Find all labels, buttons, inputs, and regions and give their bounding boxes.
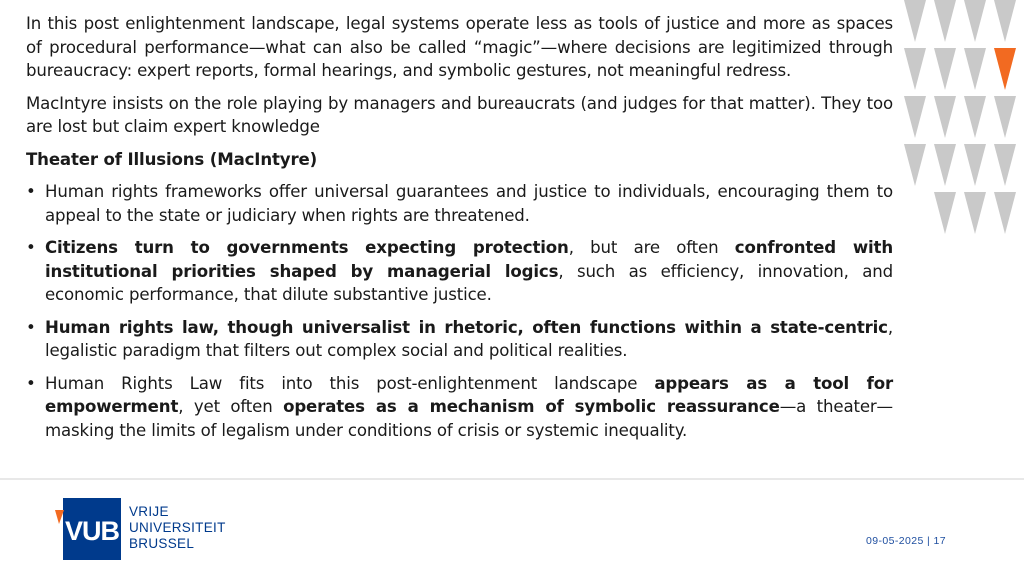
decorative-triangle xyxy=(994,144,1016,186)
decorative-triangle xyxy=(934,48,956,90)
bullet-text-segment: , but are often xyxy=(568,238,735,257)
decorative-triangle xyxy=(964,0,986,42)
decorative-triangle xyxy=(934,144,956,186)
bullet-marker: • xyxy=(26,182,36,201)
emphasis-text: confronted with institutional priorities shaped by managerial logics xyxy=(45,238,893,281)
bullet-text xyxy=(45,182,893,225)
page-number: 17 xyxy=(933,535,946,547)
emphasis-text: Human rights law, though universalist in rhetoric, often functions within a state-centric xyxy=(45,317,888,337)
bullet-item xyxy=(26,180,893,227)
section-heading: Theater of Illusions (MacIntyre) xyxy=(26,149,318,169)
logo-orange-accent xyxy=(55,510,64,524)
paragraph-intro: In this post enlightenment landscape, legal systems operate less as tools of justice and more as spaces of procedural performance—what can also be called “magic”—where decisions are legitimized through bureaucracy: expert reports, formal hearings, and symbolic gestures, not meaningful redress. xyxy=(26,14,893,80)
footer-divider xyxy=(0,478,1024,480)
decorative-triangle xyxy=(964,96,986,138)
bullet-text-segment: , yet often xyxy=(178,397,284,416)
bullet-item xyxy=(26,372,893,443)
university-logo xyxy=(55,498,235,560)
decorative-triangle xyxy=(964,48,986,90)
emphasis-text: Citizens turn to governments expecting protection xyxy=(45,238,569,257)
decorative-triangle xyxy=(964,144,986,186)
bullet-text-segment: , legalistic paradigm that filters out complex social and political realities. xyxy=(45,317,893,360)
footer-info xyxy=(866,535,946,547)
vub-logo-mark xyxy=(55,498,121,560)
bullet-marker: • xyxy=(26,373,36,393)
decorative-triangle xyxy=(994,48,1016,90)
emphasis-text: operates as a mechanism of symbolic reassurance xyxy=(283,397,780,416)
decorative-triangle xyxy=(994,192,1016,234)
bullet-text xyxy=(45,238,893,304)
footer-separator: | xyxy=(927,535,931,547)
decorative-triangle xyxy=(904,144,926,186)
decorative-triangle xyxy=(934,96,956,138)
logo-wordmark xyxy=(129,504,226,552)
decorative-triangle xyxy=(904,96,926,138)
bullet-marker: • xyxy=(26,317,36,337)
decorative-triangle xyxy=(994,96,1016,138)
bullet-item xyxy=(26,316,893,363)
emphasis-text: appears as a tool for empowerment xyxy=(45,373,893,416)
decorative-triangle xyxy=(934,192,956,234)
bullet-text xyxy=(45,318,893,361)
bullet-text-segment: , such as efficiency, innovation, and economic performance, that dilute substantive justice. xyxy=(45,261,893,304)
slide-date: 09-05-2025 xyxy=(866,535,924,547)
logo-line: BRUSSEL xyxy=(129,536,195,551)
decorative-triangle xyxy=(934,0,956,42)
logo-mark-text: VUB xyxy=(64,516,120,546)
bullet-text-segment: Human Rights Law fits into this post-enlightenment landscape xyxy=(45,373,655,393)
decorative-triangle-pattern xyxy=(884,0,1024,250)
logo-line: UNIVERSITEIT xyxy=(129,520,226,535)
logo-line: VRIJE xyxy=(129,504,169,519)
decorative-triangle xyxy=(904,0,926,42)
bullet-text xyxy=(45,374,893,440)
bullet-text-segment: Human rights frameworks offer universal guarantees and justice to individuals, encouraging them to appeal to the state or judiciary when rights are threatened. xyxy=(45,182,893,225)
decorative-triangle xyxy=(904,48,926,90)
paragraph-macintyre: MacIntyre insists on the role playing by managers and bureaucrats (and judges for that matter). They too are lost but claim expert knowledge xyxy=(26,93,893,136)
decorative-triangle xyxy=(964,192,986,234)
bullet-marker: • xyxy=(26,238,36,257)
decorative-triangle xyxy=(994,0,1016,42)
bullet-text-segment: —a theater—masking the limits of legalism under conditions of crisis or systemic inequality. xyxy=(45,397,893,440)
bullet-list xyxy=(26,180,893,442)
slide-body xyxy=(26,12,893,451)
bullet-item xyxy=(26,236,893,307)
